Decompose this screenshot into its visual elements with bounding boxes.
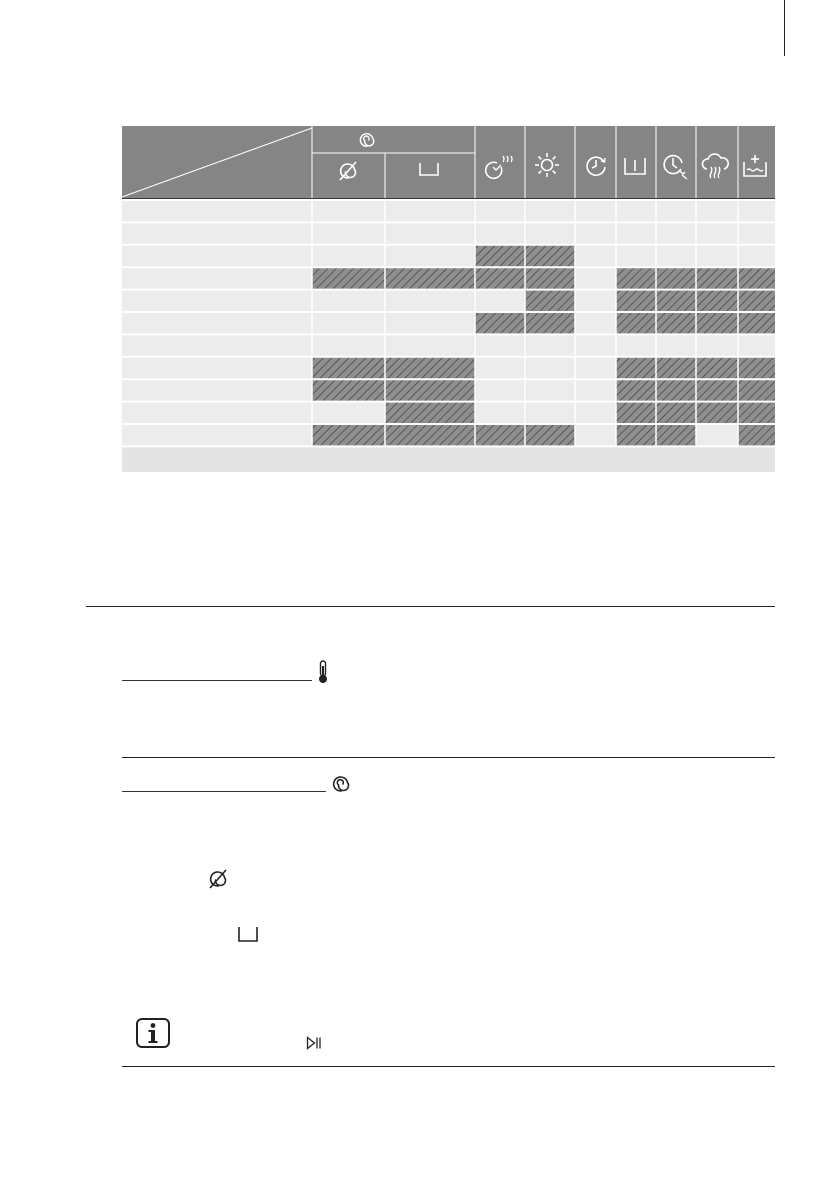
not-available-cell xyxy=(475,312,525,334)
not-available-cell xyxy=(475,267,525,289)
not-available-cell xyxy=(616,290,656,312)
not-available-cell xyxy=(738,312,775,334)
not-available-cell xyxy=(696,357,738,379)
not-available-cell xyxy=(656,402,696,424)
not-available-cell xyxy=(312,267,385,289)
not-available-cell xyxy=(475,424,525,446)
info-icon xyxy=(136,1018,170,1048)
not-available-cell xyxy=(696,312,738,334)
not-available-cell xyxy=(616,402,656,424)
not-available-cell xyxy=(616,312,656,334)
not-available-cell xyxy=(738,267,775,289)
table-row xyxy=(122,334,775,356)
not-available-cell xyxy=(385,424,475,446)
info-box-bottom-rule xyxy=(122,1066,775,1067)
prewash-icon xyxy=(483,153,513,181)
not-available-cell xyxy=(616,357,656,379)
not-available-cell xyxy=(738,402,775,424)
spin-heading-rule xyxy=(122,791,326,792)
start-pause-icon[interactable] xyxy=(306,1036,322,1050)
table-row xyxy=(122,245,775,267)
extra-rinse-icon xyxy=(623,156,647,176)
steam-icon xyxy=(701,153,729,179)
rinse-hold-icon xyxy=(418,161,440,177)
spin-group-icon xyxy=(358,131,376,149)
delay-start-icon xyxy=(584,154,608,178)
temperature-section-divider xyxy=(122,757,775,758)
not-available-cell xyxy=(385,402,475,424)
no-spin-icon xyxy=(337,160,359,182)
not-available-cell xyxy=(385,357,475,379)
not-available-cell xyxy=(525,267,575,289)
temperature-heading-rule xyxy=(122,680,312,681)
no-spin-icon xyxy=(207,868,229,890)
time-manager-icon xyxy=(662,153,690,181)
not-available-cell xyxy=(312,424,385,446)
not-available-cell xyxy=(616,267,656,289)
not-available-cell xyxy=(525,290,575,312)
not-available-cell xyxy=(656,357,696,379)
not-available-cell xyxy=(656,290,696,312)
not-available-cell xyxy=(738,424,775,446)
thermometer-icon xyxy=(317,660,329,684)
not-available-cell xyxy=(738,379,775,401)
not-available-cell xyxy=(525,424,575,446)
stain-icon xyxy=(533,151,561,179)
spin-icon xyxy=(331,774,351,794)
section-divider xyxy=(86,606,775,607)
not-available-cell xyxy=(738,357,775,379)
not-available-cell xyxy=(696,290,738,312)
not-available-cell xyxy=(312,379,385,401)
not-available-cell xyxy=(696,267,738,289)
not-available-cell xyxy=(616,424,656,446)
not-available-cell xyxy=(656,312,696,334)
not-available-cell xyxy=(656,267,696,289)
not-available-cell xyxy=(525,312,575,334)
table-row xyxy=(122,222,775,244)
not-available-cell xyxy=(696,402,738,424)
not-available-cell xyxy=(385,267,475,289)
not-available-cell xyxy=(525,245,575,267)
soak-icon xyxy=(742,154,768,178)
not-available-cell xyxy=(475,245,525,267)
not-available-cell xyxy=(656,424,696,446)
not-available-cell xyxy=(312,357,385,379)
table-row xyxy=(122,200,775,222)
not-available-cell xyxy=(656,379,696,401)
not-available-cell xyxy=(385,379,475,401)
not-available-cell xyxy=(738,290,775,312)
crop-mark xyxy=(784,0,785,56)
not-available-cell xyxy=(696,379,738,401)
not-available-cell xyxy=(616,379,656,401)
table-footer xyxy=(122,446,775,472)
rinse-hold-icon xyxy=(237,926,259,943)
